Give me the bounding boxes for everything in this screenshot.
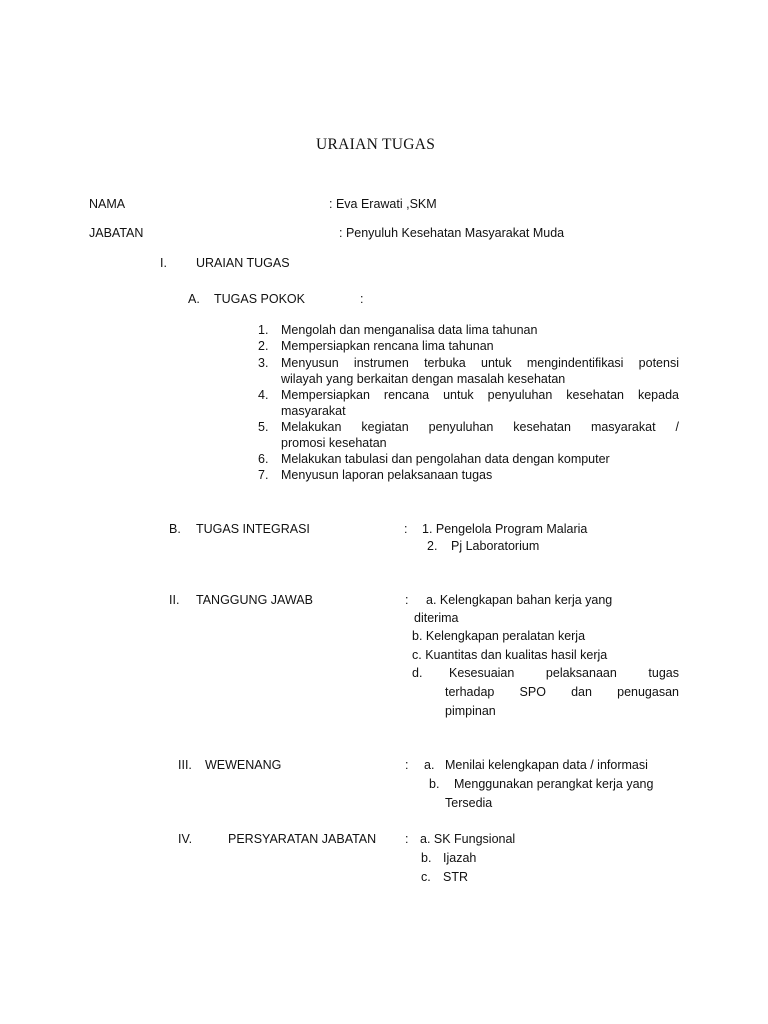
- persyaratan-item-c-letter: c.: [421, 870, 431, 884]
- subsection-a-heading: TUGAS POKOK: [214, 292, 305, 306]
- wewenang-item-a: Menilai kelengkapan data / informasi: [445, 758, 648, 772]
- section-2-colon: :: [405, 593, 409, 607]
- list-item-continuation: promosi kesehatan: [281, 436, 387, 450]
- section-2-number: II.: [169, 593, 180, 607]
- nama-value: : Eva Erawati ,SKM: [329, 197, 437, 211]
- list-item-number: 4.: [258, 388, 269, 402]
- list-item-continuation: masyarakat: [281, 404, 346, 418]
- list-item: Melakukan kegiatan penyuluhan kesehatan masyarakat /: [281, 420, 679, 434]
- tugas-integrasi-item: 1. Pengelola Program Malaria: [422, 522, 588, 536]
- list-item-number: 5.: [258, 420, 269, 434]
- list-item: Menyusun instrumen terbuka untuk mengindentifikasi potensi: [281, 356, 679, 370]
- list-item-number: 1.: [258, 323, 269, 337]
- persyaratan-item-a: a. SK Fungsional: [420, 832, 516, 846]
- list-item-number: 7.: [258, 468, 269, 482]
- list-item-number: 2.: [258, 339, 269, 353]
- jabatan-value: : Penyuluh Kesehatan Masyarakat Muda: [339, 226, 565, 240]
- persyaratan-item-b-letter: b.: [421, 851, 432, 865]
- persyaratan-item-b: Ijazah: [443, 851, 477, 865]
- section-4-number: IV.: [178, 832, 193, 846]
- tanggung-jawab-item-d-continuation: terhadap SPO dan penugasan: [445, 685, 679, 699]
- nama-label: NAMA: [89, 197, 126, 211]
- list-item-number: 3.: [258, 356, 269, 370]
- list-item: Menyusun laporan pelaksanaan tugas: [281, 468, 493, 482]
- section-3-heading: WEWENANG: [205, 758, 282, 772]
- tanggung-jawab-item-d-letter: d.: [412, 666, 423, 680]
- page-title: URAIAN TUGAS: [316, 136, 436, 153]
- section-3-number: III.: [178, 758, 192, 772]
- subsection-a-letter: A.: [188, 292, 200, 306]
- subsection-a-colon: :: [360, 292, 364, 306]
- list-item: Melakukan tabulasi dan pengolahan data dengan komputer: [281, 452, 610, 466]
- tanggung-jawab-item-d: Kesesuaian pelaksanaan tugas: [449, 666, 679, 680]
- wewenang-item-b-letter: b.: [429, 777, 440, 791]
- tanggung-jawab-item-c: c. Kuantitas dan kualitas hasil kerja: [412, 648, 608, 662]
- tanggung-jawab-item-b: b. Kelengkapan peralatan kerja: [412, 629, 586, 643]
- wewenang-item-a-letter: a.: [424, 758, 435, 772]
- list-item-number: 6.: [258, 452, 269, 466]
- wewenang-item-b-continuation: Tersedia: [445, 796, 493, 810]
- list-item-continuation: wilayah yang berkaitan dengan masalah kesehatan: [281, 372, 566, 386]
- list-item: Mempersiapkan rencana untuk penyuluhan kesehatan kepada: [281, 388, 679, 402]
- list-item: Mempersiapkan rencana lima tahunan: [281, 339, 494, 353]
- tugas-integrasi-item: Pj Laboratorium: [451, 539, 540, 553]
- section-1-number: I.: [160, 256, 167, 270]
- tanggung-jawab-item-d-continuation: pimpinan: [445, 704, 496, 718]
- tugas-integrasi-item-number: 2.: [427, 539, 438, 553]
- section-1-heading: URAIAN TUGAS: [196, 256, 290, 270]
- tanggung-jawab-item-a-continuation: diterima: [414, 611, 459, 625]
- subsection-b-letter: B.: [169, 522, 181, 536]
- section-4-heading: PERSYARATAN JABATAN: [228, 832, 377, 846]
- jabatan-label: JABATAN: [89, 226, 144, 240]
- persyaratan-item-c: STR: [443, 870, 468, 884]
- wewenang-item-b: Menggunakan perangkat kerja yang: [454, 777, 654, 791]
- list-item: Mengolah dan menganalisa data lima tahunan: [281, 323, 538, 337]
- section-2-heading: TANGGUNG JAWAB: [196, 593, 313, 607]
- tanggung-jawab-item-a: a. Kelengkapan bahan kerja yang: [426, 593, 613, 607]
- subsection-b-heading: TUGAS INTEGRASI: [196, 522, 310, 536]
- section-3-colon: :: [405, 758, 409, 772]
- subsection-b-colon: :: [404, 522, 408, 536]
- section-4-colon: :: [405, 832, 409, 846]
